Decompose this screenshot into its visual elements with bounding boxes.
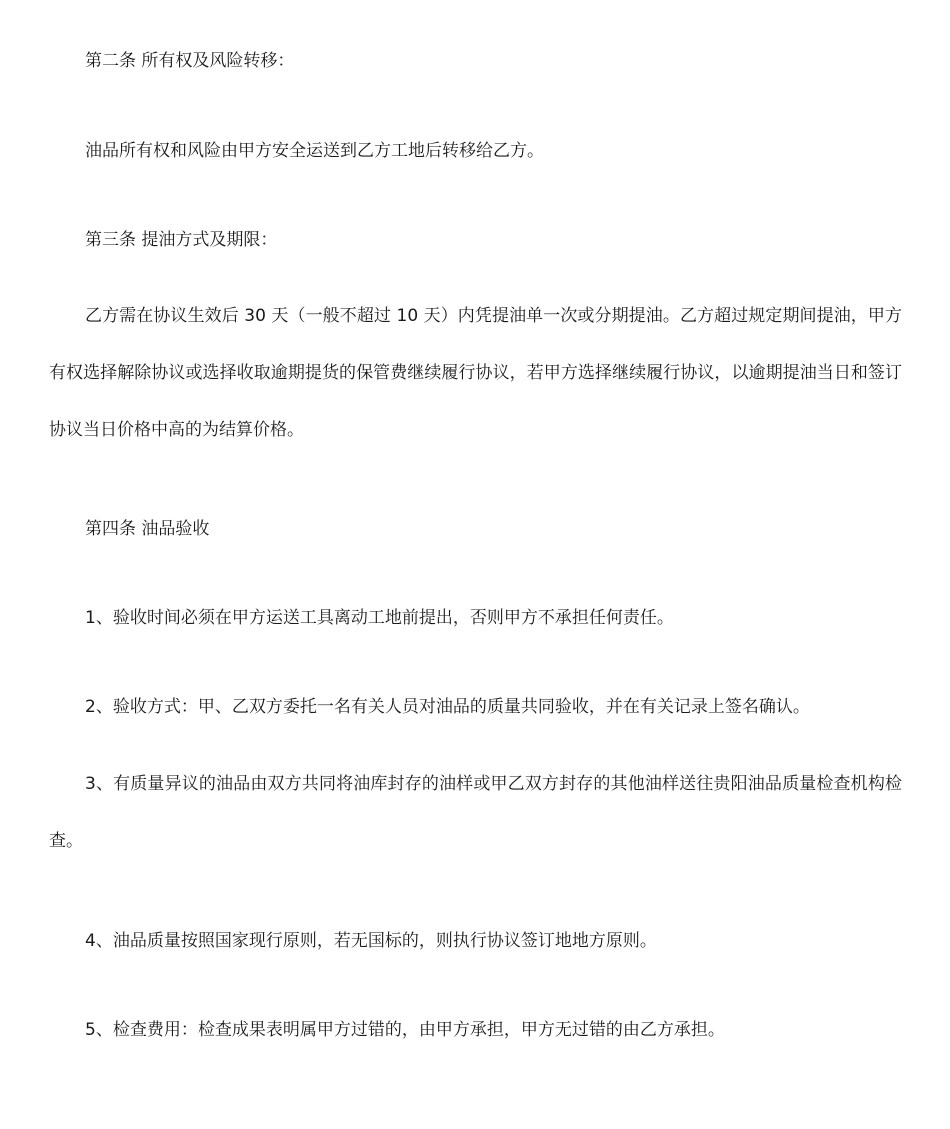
article-4-item-1: 1、验收时间必须在甲方运送工具离动工地前提出，否则甲方不承担任何责任。 <box>85 608 674 628</box>
article-4-item-5: 5、检查费用：检查成果表明属甲方过错的，由甲方承担，甲方无过错的由乙方承担。 <box>85 1020 725 1040</box>
article-3-heading: 第三条 提油方式及期限： <box>85 230 278 250</box>
article-2-body: 油品所有权和风险由甲方安全运送到乙方工地后转移给乙方。 <box>85 141 544 161</box>
article-3-body: 乙方需在协议生效后 30 天（一般不超过 10 天）内凭提油单一次或分期提油。乙方超过规定期间提油，甲方有权选择解除协议或选择收取逾期提货的保管费继续履行协议，若甲方选择继续履行协议，以逾期提油当日和签订协议当日价格中高的为结算价格。 <box>49 306 902 440</box>
article-4-item-4: 4、油品质量按照国家现行原则，若无国标的，则执行协议签订地地方原则。 <box>85 931 657 951</box>
article-4-item-2: 2、验收方式：甲、乙双方委托一名有关人员对油品的质量共同验收，并在有关记录上签名确认。 <box>85 697 810 717</box>
article-2-heading: 第二条 所有权及风险转移： <box>85 51 295 71</box>
article-4-heading: 第四条 油品验收 <box>85 519 210 539</box>
article-4-item-3: 3、有质量异议的油品由双方共同将油库封存的油样或甲乙双方封存的其他油样送往贵阳油品质量检查机构检查。 <box>49 774 902 851</box>
